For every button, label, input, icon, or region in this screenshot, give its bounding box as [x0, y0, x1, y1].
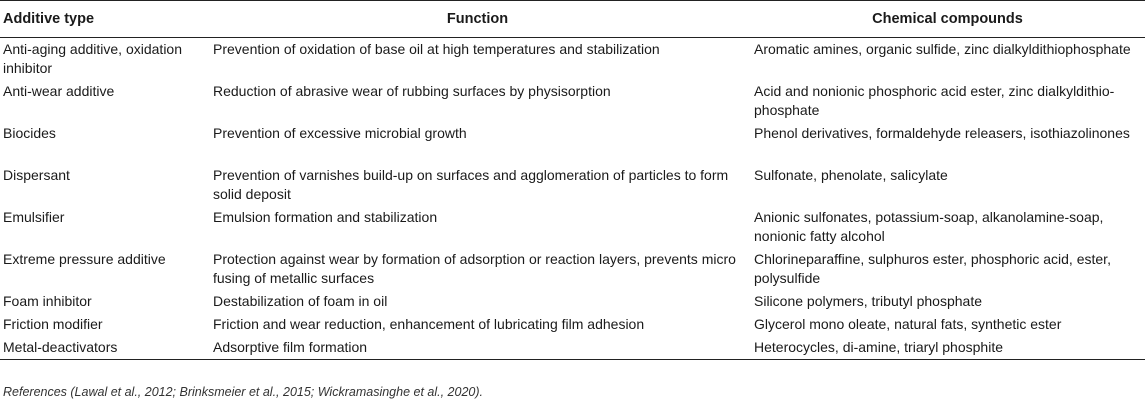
cell-additive-type: Emulsifier [3, 209, 65, 225]
cell-additive-type: Anti-aging additive, oxidation inhibitor [3, 41, 183, 76]
cell-additive-type: Foam inhibitor [3, 293, 92, 309]
table-body [0, 38, 1145, 360]
cell-chemical-compounds: Acid and nonionic phosphoric acid ester, zinc dialkyldithio-phosphate [754, 83, 1115, 118]
cell-additive-type: Dispersant [3, 167, 70, 183]
cell-chemical-compounds: Aromatic amines, organic sulfide, zinc dialkyldithiophosphate [754, 41, 1131, 57]
table-row [0, 38, 1145, 81]
cell-function: Prevention of oxidation of base oil at high temperatures and stabilization [213, 41, 660, 57]
cell-function: Adsorptive film formation [205, 336, 751, 360]
cell-additive-type: Friction modifier [3, 316, 103, 332]
cell-chemical-compounds: Chlorineparaffine, sulphuros ester, phosphoric acid, ester, polysulfide [754, 251, 1111, 286]
table-row [0, 313, 1145, 336]
cell-additive-type: Biocides [3, 125, 56, 141]
cell-function: Emulsion formation and stabilization [213, 209, 438, 225]
cell-function: Protection against wear by formation of adsorption or reaction layers, prevents micro fusing of metallic surfaces [213, 251, 736, 286]
header-row [0, 1, 1145, 38]
header-function: Function [205, 1, 751, 38]
cell-chemical-compounds: Glycerol mono oleate, natural fats, synthetic ester [754, 316, 1062, 332]
cell-function: Friction and wear reduction, enhancement of lubricating film adhesion [213, 316, 645, 332]
header-chemical-compounds: Chemical compounds [751, 1, 1145, 38]
cell-function: Reduction of abrasive wear of rubbing surfaces by physisorption [213, 83, 611, 99]
table-row [0, 290, 1145, 313]
cell-additive-type: Extreme pressure additive [3, 251, 166, 267]
cell-function: Prevention of excessive microbial growth [213, 125, 467, 141]
cell-chemical-compounds: Sulfonate, phenolate, salicylate [754, 167, 948, 183]
cell-chemical-compounds: Phenol derivatives, formaldehyde releasers, isothiazolinones [754, 125, 1130, 141]
cell-chemical-compounds: Anionic sulfonates, potassium-soap, alkanolamine-soap, nonionic fatty alcohol [754, 209, 1104, 244]
table-row [0, 336, 1145, 360]
table-row [0, 122, 1145, 164]
cell-function: Prevention of varnishes build-up on surfaces and agglomeration of particles to form solid deposit [213, 167, 729, 202]
table-row [0, 80, 1145, 122]
cell-additive-type: Metal-deactivators [0, 336, 205, 360]
cell-chemical-compounds: Heterocycles, di-amine, triaryl phosphite [751, 336, 1145, 360]
table-row [0, 206, 1145, 248]
table-header [0, 1, 1145, 38]
table-row [0, 248, 1145, 290]
cell-function: Destabilization of foam in oil [213, 293, 388, 309]
cell-additive-type: Anti-wear additive [3, 83, 115, 99]
table-row [0, 164, 1145, 206]
cell-chemical-compounds: Silicone polymers, tributyl phosphate [754, 293, 983, 309]
header-additive-type: Additive type [0, 1, 205, 38]
references-footnote: References (Lawal et al., 2012; Brinksmeier et al., 2015; Wickramasinghe et al., 2020). [3, 385, 483, 399]
